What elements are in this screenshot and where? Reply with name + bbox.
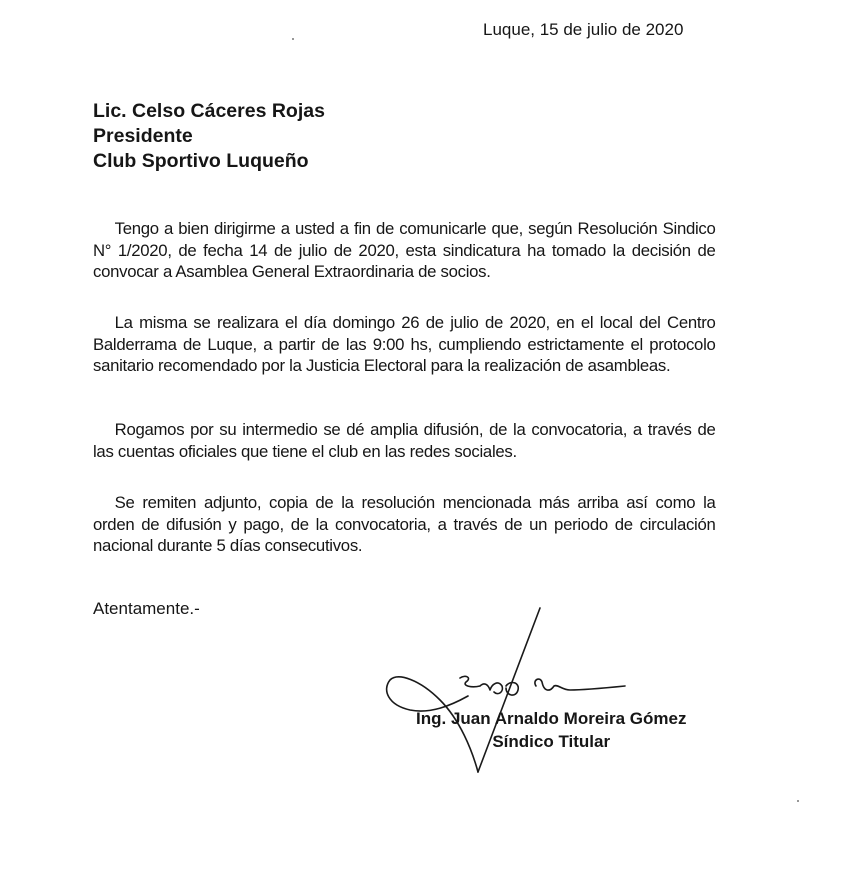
- signature-stroke: [535, 679, 625, 690]
- paragraph-text: Tengo a bien dirigirme a usted a fin de comunicarle que, según Resolución Sindico N° 1/2020, de fecha 14 de julio de 2020, esta sindicatura ha tomado la decisión de convocar a Asamblea General Extraordinaria de socios.: [93, 219, 716, 281]
- scan-speck: [797, 800, 799, 802]
- signer-block: [416, 707, 686, 753]
- signer-role: Síndico Titular: [492, 732, 611, 751]
- recipient-block: [93, 99, 325, 174]
- signer-name: Ing. Juan Arnaldo Moreira Gómez: [416, 709, 687, 728]
- paragraph-text: Se remiten adjunto, copia de la resolución mencionada más arriba así como la orden de difusión y pago, de la convocatoria, a través de un periodo de circulación nacional durante 5 días consecutivos.: [93, 493, 716, 555]
- body-paragraph-2: [93, 312, 716, 377]
- recipient-organization: Club Sportivo Luqueño: [93, 150, 309, 172]
- recipient-name: Lic. Celso Cáceres Rojas: [93, 100, 325, 122]
- closing: Atentamente.-: [93, 599, 200, 618]
- handwritten-signature: [380, 600, 640, 790]
- recipient-title: Presidente: [93, 125, 193, 147]
- body-paragraph-4: [93, 492, 716, 557]
- place-date: Luque, 15 de julio de 2020: [483, 20, 684, 39]
- paragraph-text: La misma se realizara el día domingo 26 de julio de 2020, en el local del Centro Balderrama de Luque, a partir de las 9:00 hs, cumpliendo estrictamente el protocolo sanitario recomendado por la Justicia Electoral para la realización de asambleas.: [93, 313, 716, 375]
- body-paragraph-3: [93, 419, 716, 462]
- signature-stroke: [460, 676, 518, 695]
- body-paragraph-1: [93, 218, 716, 283]
- paragraph-text: Rogamos por su intermedio se dé amplia difusión, de la convocatoria, a través de las cuentas oficiales que tiene el club en las redes sociales.: [93, 420, 716, 461]
- scan-speck: [292, 38, 294, 40]
